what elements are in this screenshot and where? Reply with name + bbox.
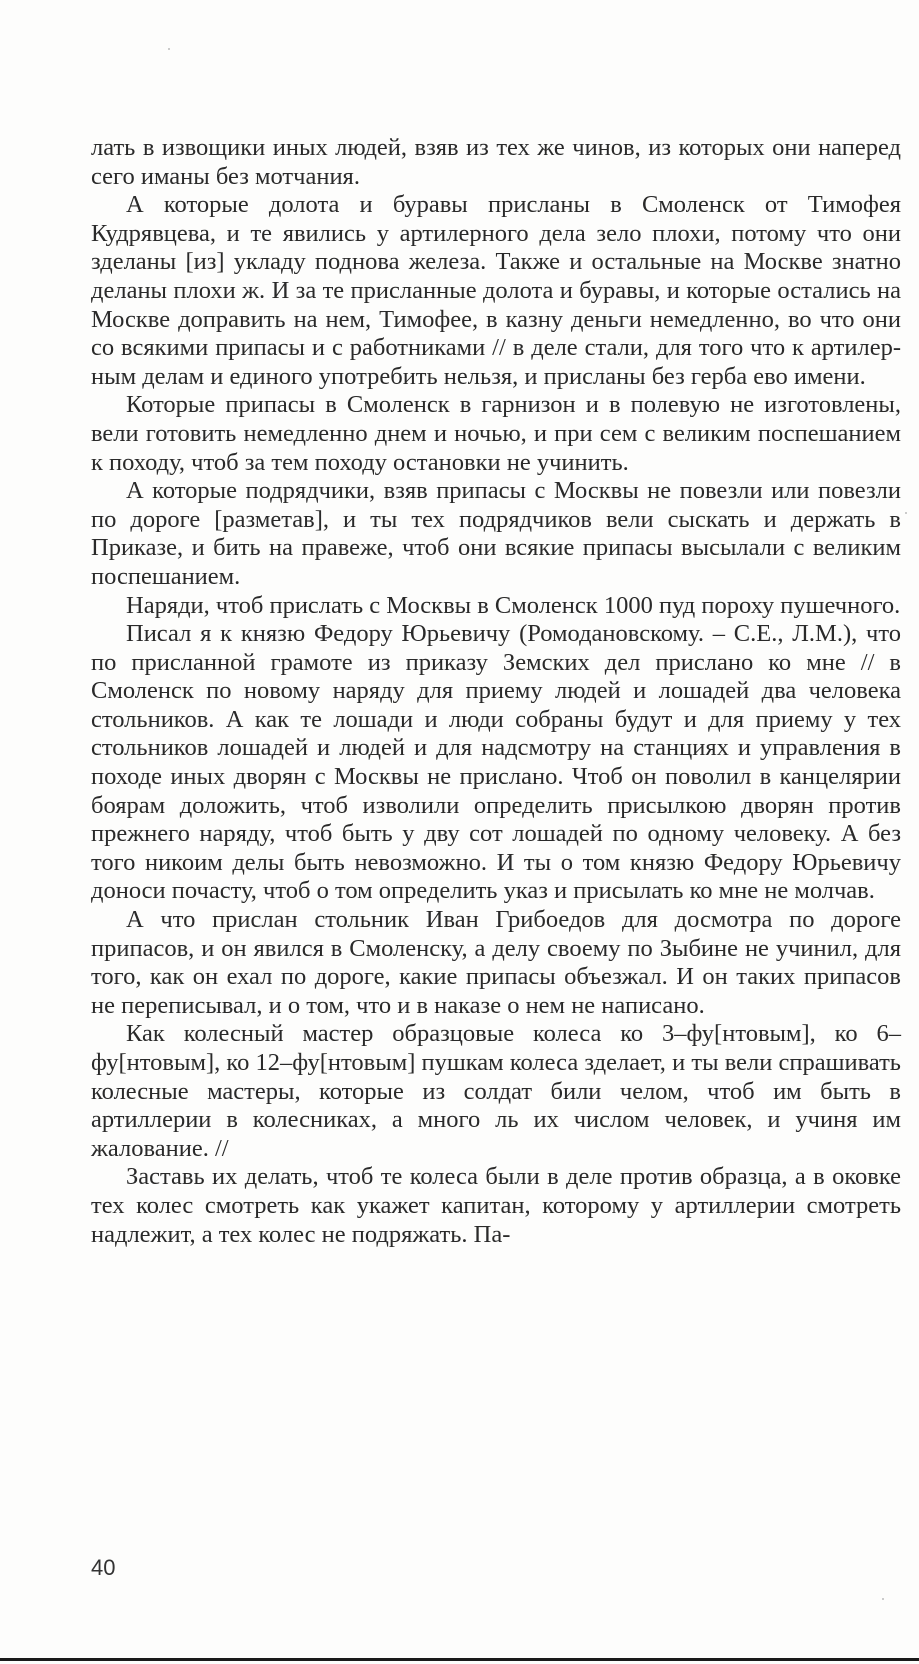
page-number: 40 — [91, 1555, 116, 1580]
scan-speck — [168, 48, 170, 50]
paragraph: лать в извощики иных людей, взяв из тех же чинов, из которых они наперед сего иманы без мотчания. — [91, 134, 901, 190]
paragraph: А которые подрядчики, взяв припасы с Москвы не повезли или повезли по дороге [разметав], и ты тех подрядчиков вели сыскать и держать в Приказе, и бить на правеже, чтоб они всякие припасы высылали с великим поспешанием. — [91, 477, 901, 590]
paragraph: Заставь их делать, чтоб те колеса были в деле против образца, а в оковке тех колес смотреть как укажет капитан, которому у артиллерии смотреть надлежит, а тех колес не подряжать. Па- — [91, 1163, 901, 1248]
paragraph: А что прислан стольник Иван Грибоедов для досмотра по дороге припасов, и он явился в Смоленску, а делу своему по Зыбине не учинил, для того, как он ехал по дороге, какие припасы объезжал. И он таких припасов не переписывал, и о том, что и в наказе о нем не написано. — [91, 906, 901, 1019]
scan-edge-line — [0, 1658, 919, 1661]
body-text — [91, 134, 901, 1249]
scan-speck — [905, 512, 907, 514]
paragraph: А которые долота и буравы присланы в Смоленск от Тимофея Кудрявцева, и те явились у артилерного дела зело плохи, потому что они зделаны [из] укладу поднова железа. Также и остальные на Москве знатно деланы плохи ж. И за те присланные долота и буравы, и которые остались на Москве доправить на нем, Тимофее, в казну деньги немедленно, во что они со всякими припасы и с работниками // в деле стали, для того что к артилерным делам и единого употребить нельзя, и присланы без герба ево имени. — [91, 191, 901, 390]
scan-speck — [882, 1598, 884, 1600]
paragraph: Как колесный мастер образцовые колеса ко 3–фу[нтовым], ко 6–фу[нтовым], ко 12–фу[нтовым] пушкам колеса зделает, и ты вели спрашивать колесные мастеры, которые из солдат били челом, чтоб им быть в артиллерии в колесниках, а много ль их числом человек, и учиня им жалование. // — [91, 1020, 901, 1162]
paragraph: Наряди, чтоб прислать с Москвы в Смоленск 1000 пуд пороху пушечного. — [126, 591, 901, 619]
paragraph: Которые припасы в Смоленск в гарнизон и в полевую не изготовлены, вели готовить немедленно днем и ночью, и при сем с великим поспешанием к походу, чтоб за тем походу остановки не учинить. — [91, 391, 901, 476]
paragraph: Писал я к князю Федору Юрьевичу (Ромодановскому. – С.Е., Л.М.), что по присланной грамоте из приказу Земских дел прислано ко мне // в Смоленск по новому наряду для приему людей и лошадей два человека стольников. А как те лошади и люди собраны будут и для приему у тех стольников лошадей и людей и для надсмотру на станциях и управления в походе иных дворян с Москвы не прислано. Чтоб он поволил в канцелярии боярам доложить, чтоб изволили определить присылкою дворян против прежнего наряду, чтоб быть у дву сот лошадей по одному человеку. А без того никоим делы быть невозможно. И ты о том князю Федору Юрьевичу доноси почасту, чтоб о том определить указ и присылать ко мне не молчав. — [91, 620, 901, 905]
